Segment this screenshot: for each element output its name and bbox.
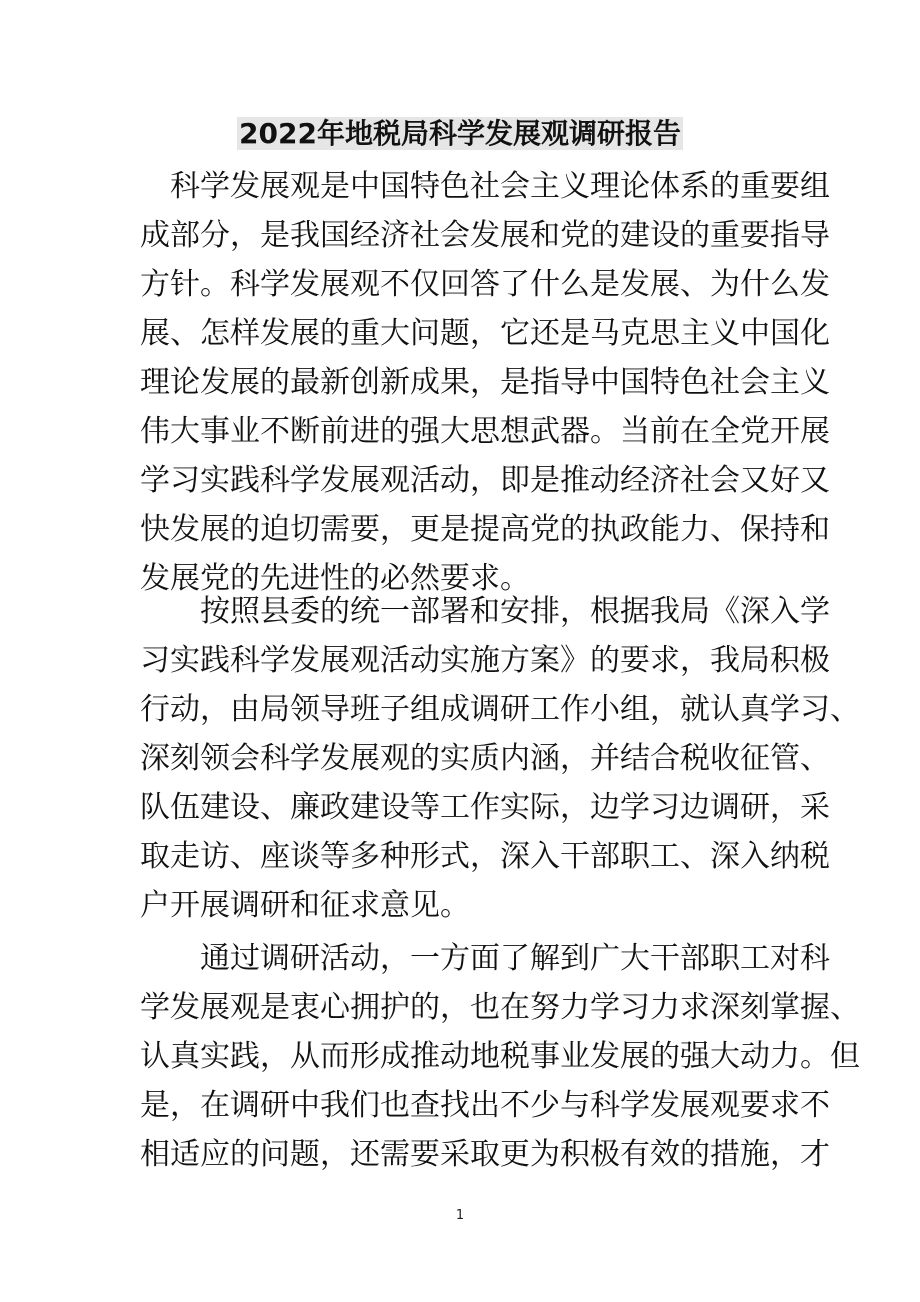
- text-line: 通过调研活动，一方面了解到广大干部职工对科: [140, 941, 830, 976]
- text-line: 成部分，是我国经济社会发展和党的建设的重要指导: [140, 218, 830, 253]
- text-line: 快发展的迫切需要，更是提高党的执政能力、保持和: [140, 512, 830, 547]
- text-line: 理论发展的最新创新成果，是指导中国特色社会主义: [140, 365, 830, 400]
- text-line: 发展党的先进性的必然要求。: [140, 561, 530, 596]
- text-line: 学习实践科学发展观活动，即是推动经济社会又好又: [140, 463, 830, 498]
- text-line: 是，在调研中我们也查找出不少与科学发展观要求不: [140, 1088, 830, 1123]
- document-title: [0, 114, 920, 154]
- text-line: 深刻领会科学发展观的实质内涵，并结合税收征管、: [140, 741, 830, 776]
- paragraph-2: [140, 587, 860, 930]
- text-line: 习实践科学发展观活动实施方案》的要求，我局积极: [140, 643, 830, 678]
- text-line: 按照县委的统一部署和安排，根据我局《深入学: [140, 594, 830, 629]
- text-line: 户开展调研和征求意见。: [140, 888, 470, 923]
- paragraph-1: [140, 162, 830, 603]
- text-line: 行动，由局领导班子组成调研工作小组，就认真学习、: [140, 692, 860, 727]
- text-line: 相适应的问题，还需要采取更为积极有效的措施，才: [140, 1137, 830, 1172]
- text-line: 认真实践，从而形成推动地税事业发展的强大动力。但: [140, 1039, 860, 1074]
- text-line: 队伍建设、廉政建设等工作实际，边学习边调研，采: [140, 790, 830, 825]
- document-title-text: 2022年地税局科学发展观调研报告: [239, 117, 681, 150]
- page-number: 1: [455, 1208, 465, 1223]
- text-line: 取走访、座谈等多种形式，深入干部职工、深入纳税: [140, 839, 830, 874]
- text-line: 方针。科学发展观不仅回答了什么是发展、为什么发: [140, 267, 830, 302]
- text-line: 科学发展观是中国特色社会主义理论体系的重要组: [140, 169, 830, 204]
- text-line: 学发展观是衷心拥护的，也在努力学习力求深刻掌握、: [140, 990, 860, 1025]
- paragraph-3: [140, 934, 860, 1179]
- text-line: 伟大事业不断前进的强大思想武器。当前在全党开展: [140, 414, 830, 449]
- text-line: 展、怎样发展的重大问题，它还是马克思主义中国化: [140, 316, 830, 351]
